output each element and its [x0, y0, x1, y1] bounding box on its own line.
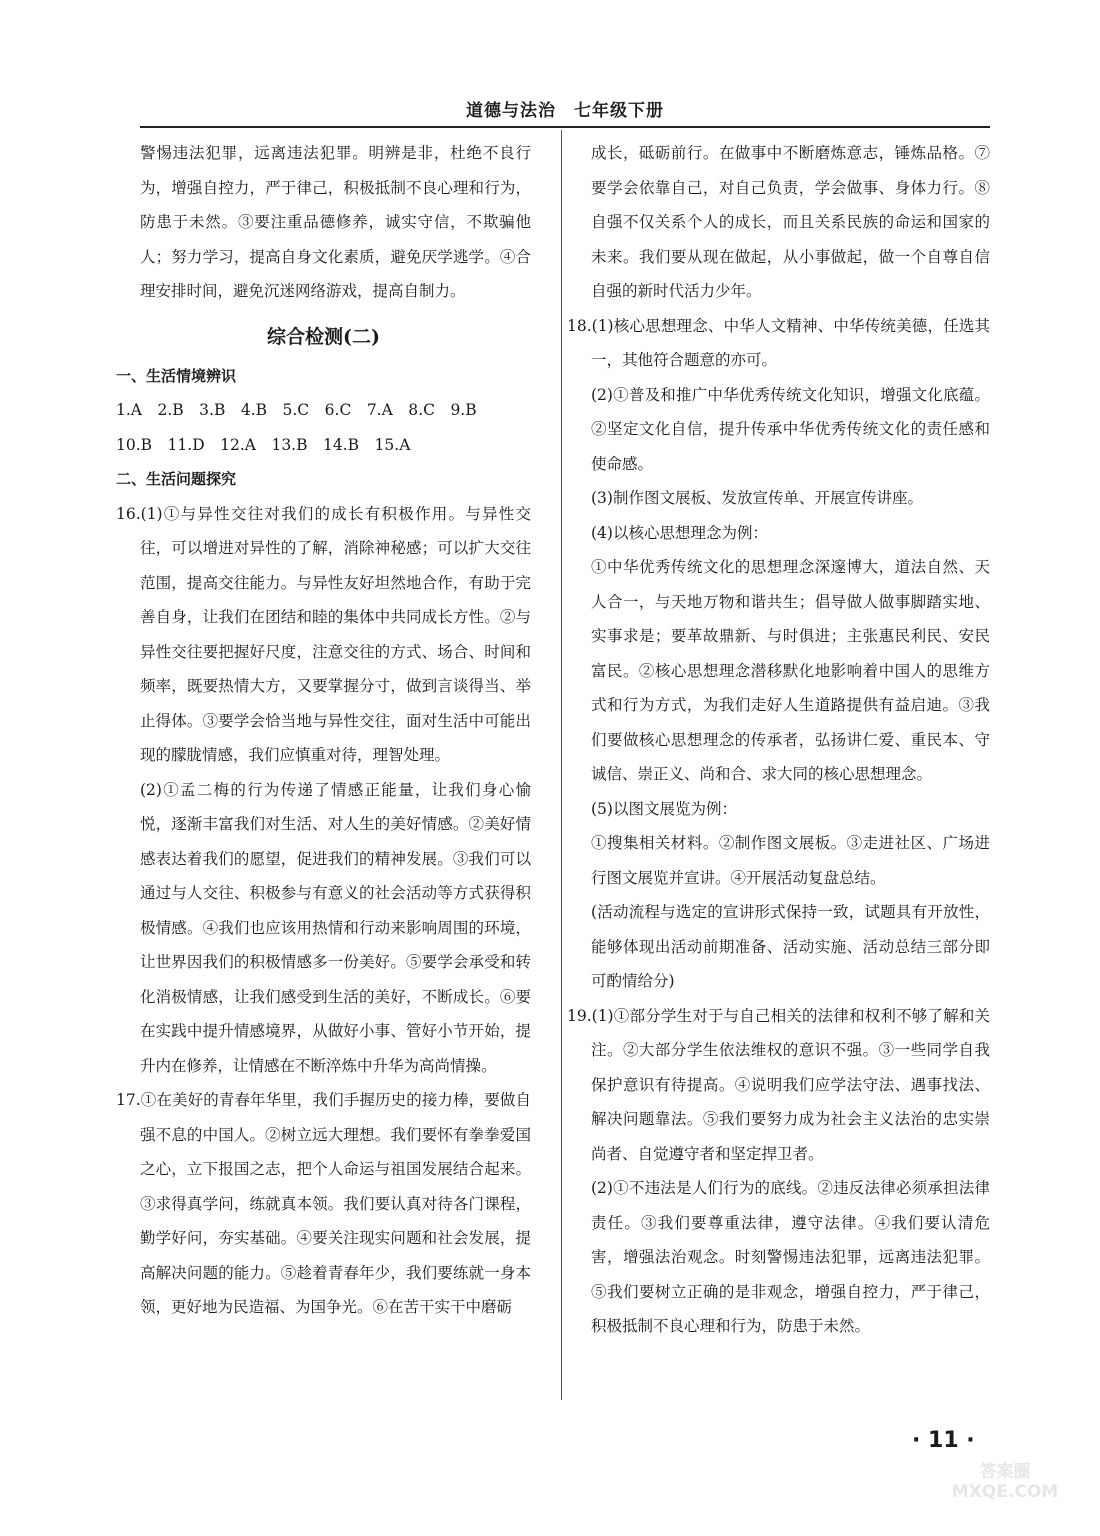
section-title: 综合检测(二)	[267, 325, 380, 348]
part1-heading: 一、生活情境辨识	[116, 366, 237, 385]
page-number: · 11 ·	[912, 1428, 975, 1453]
q18-part5: (5)以图文展览为例：	[591, 799, 737, 818]
q17-continued: 成长，砥砺前行。在做事中不断磨炼意志，锤炼品格。⑦要学会依靠自己，对自己负责，学会做事、身体力行。⑧自强不仅关系个人的成长，而且关系民族的命运和国家的未来。我们要从现在做起，从小事做起，做一个自尊自信自强的新时代活力少年。	[591, 144, 990, 300]
q18-part3: (3)制作图文展板、发放宣传单、开展宣传讲座。	[591, 489, 923, 507]
watermark-line-1: 答案圈	[979, 1462, 1031, 1482]
answers-line-2: 10.B 11.D 12.A 13.B 14.B 15.A	[116, 435, 411, 454]
q18-part2: (2)①普及和推广中华优秀传统文化知识，增强文化底蕴。②坚定文化自信，提升传承中华优秀传统文化的责任感和使命感。	[591, 385, 990, 473]
q16-part2: (2)①孟二梅的行为传递了情感正能量，让我们身心愉悦，逐渐丰富我们对生活、对人生的美好情感。②美好情感表达着我们的愿望，促进我们的精神发展。③我们可以通过与人交往、积极参与有意义的社会活动等方式获得积极情感。④我们也应该用热情和行动来影响周围的环境，让世界因我们的积极情感多一份美好。⑤要学会承受和转化消极情感，让我们感受到生活的美好，不断成长。⑥要在实践中提升情感境界，从做好小事、管好小节开始，提升内在修养，让情感在不断淬炼中升华为高尚情操。	[140, 780, 531, 1075]
q19-part2: (2)①不违法是人们行为的底线。②违反法律必须承担法律责任。③我们要尊重法律，遵守法律。④我们要认清危害，增强法治观念。时刻警惕违法犯罪，远离违法犯罪。⑤我们要树立正确的是非观念，增强自控力，严于律己，积极抵制不良心理和行为，防患于未然。	[591, 1179, 990, 1335]
q16-part1: 16.(1)①与异性交往对我们的成长有积极作用。与异性交往，可以增进对异性的了解，消除神秘感；可以扩大交往范围，提高交往能力。与异性友好坦然地合作，有助于完善自身，让我们在团结和睦的集体中共同成长方性。②与异性交往要把握好尺度，注意交往的方式、场合、时间和频率，既要热情大方，又要掌握分寸，做到言谈得当、举止得体。③要学会恰当地与异性交往，面对生活中可能出现的朦胧情感，我们应慎重对待，理智处理。	[116, 504, 531, 764]
part2-heading: 二、生活问题探究	[116, 470, 237, 488]
column-divider	[561, 130, 562, 1400]
q18-note: (活动流程与选定的宣讲形式保持一致，试题具有开放性，能够体现出活动前期准备、活动实施、活动总结三部分即可酌情给分)	[591, 903, 990, 990]
answers-line-1: 1.A 2.B 3.B 4.B 5.C 6.C 7.A 8.C 9.B	[116, 401, 477, 419]
watermark-line-2: MXQE.COM	[951, 1482, 1059, 1502]
q18-part4-detail: ①中华优秀传统文化的思想理念深邃博大，道法自然、天人合一，与天地万物和谐共生；倡导做人做事脚踏实地、实事求是；要革故鼎新、与时俱进；主张惠民利民、安民富民。②核心思想理念潜移默化地影响着中国人的思维方式和行为方式，为我们走好人生道路提供有益启迪。③我们要做核心思想理念的传承者，弘扬讲仁爱、重民本、守诚信、崇正义、尚和合、求大同的核心思想理念。	[591, 558, 990, 783]
left-column	[116, 136, 531, 1325]
q17-answer: 17.①在美好的青春年华里，我们手握历史的接力棒，要做自强不息的中国人。②树立远大理想。我们要怀有拳拳爱国之心，立下报国之志，把个人命运与祖国发展结合起来。③求得真学问，练就真本领。我们要认真对待各门课程，勤学好问，夯实基础。④要关注现实问题和社会发展，提高解决问题的能力。⑤趁着青春年少，我们要练就一身本领，更好地为民造福、为国争光。⑥在苦干实干中磨砺	[116, 1091, 531, 1316]
right-column	[567, 136, 990, 1344]
intro-paragraph: 警惕违法犯罪，远离违法犯罪。明辨是非，杜绝不良行为，增强自控力，严于律己，积极抵制不良心理和行为，防患于未然。③要注重品德修养，诚实守信，不欺骗他人；努力学习，提高自身文化素质，避免厌学逃学。④合理安排时间，避免沉迷网络游戏，提高自制力。	[140, 144, 531, 300]
q19-part1: 19.(1)①部分学生对于与自己相关的法律和权利不够了解和关注。②大部分学生依法维权的意识不强。③一些同学自我保护意识有待提高。④说明我们应学法守法、遇事找法、解决问题靠法。⑤我们要努力成为社会主义法治的忠实崇尚者、自觉遵守者和坚定捍卫者。	[567, 1006, 990, 1163]
header-rule	[140, 126, 990, 128]
q18-part1: 18.(1)核心思想理念、中华人文精神、中华传统美德，任选其一，其他符合题意的亦可。	[567, 316, 990, 369]
q18-part5-detail: ①搜集相关材料。②制作图文展板。③走进社区、广场进行图文展览并宣讲。④开展活动复盘总结。	[591, 834, 990, 887]
watermark-logo	[920, 1462, 1090, 1532]
q18-part4: (4)以核心思想理念为例：	[591, 523, 768, 542]
running-header: 道德与法治 七年级下册	[466, 101, 664, 121]
